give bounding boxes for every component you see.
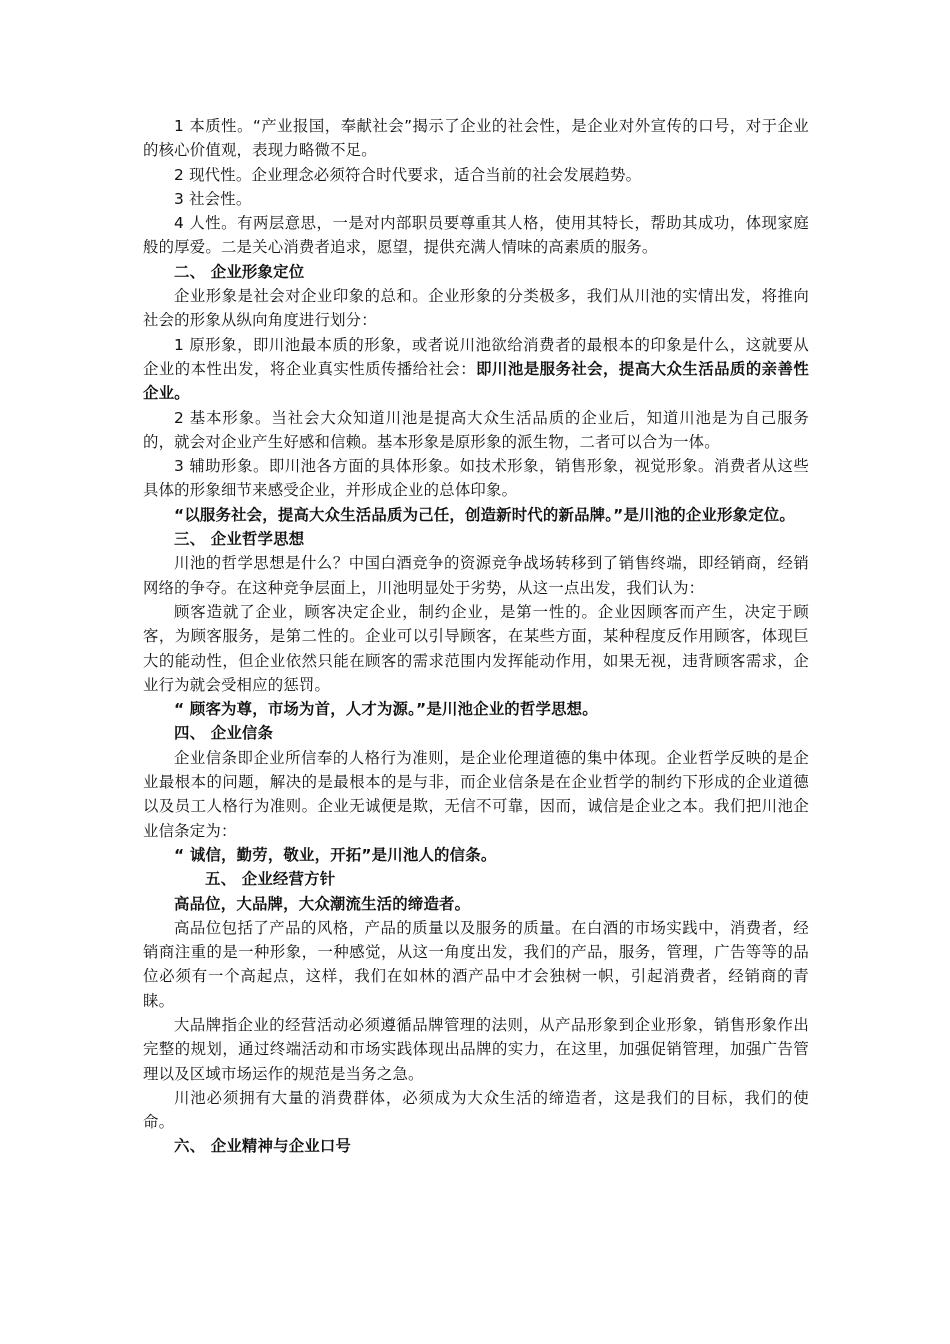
original-image-bold: 即川池是服务社会，提高大众生活品质的亲善性企业。 bbox=[143, 359, 810, 403]
original-image-text: 1 原形象，即川池最本质的形象，或者说川池欲给消费者的最根本的印象是什么，这就要从企业的本性出发，将企业真实性质传播给社会： bbox=[143, 335, 809, 378]
paragraph-basic-image: 2 基本形象。当社会大众知道川池是提高大众生活品质的企业后，知道川池是为自己服务的，就会对企业产生好感和信赖。基本形象是原形象的派生物，二者可以合为一体。 bbox=[143, 408, 809, 451]
heading-creed: 四、 企业信条 bbox=[174, 724, 274, 743]
paragraph-philosophy-intro: 川池的哲学思想是什么？中国白酒竞争的资源竞争战场转移到了销售终端，即经销商，经销网络的争夺。在这种竞争层面上，川池明显处于劣势，从这一点出发，我们认为： bbox=[143, 554, 809, 597]
paragraph-high-grade: 高品位包括了产品的风格，产品的质量以及服务的质量。在白酒的市场实践中，消费者，经销商注重的是一种形象，一种感觉，从这一角度出发，我们的产品，服务，管理，广告等等的品位必须有一个高起点，这样，我们在如林的酒产品中才会独树一帜，引起消费者，经销商的青睐。 bbox=[143, 918, 809, 1010]
paragraph-modernity: 2 现代性。企业理念必须符合时代要求，适合当前的社会发展趋势。 bbox=[174, 165, 642, 184]
paragraph-essence: 1 本质性。“产业报国，奉献社会”揭示了企业的社会性，是企业对外宣传的口号，对于企业的核心价值观，表现力略微不足。 bbox=[143, 117, 809, 160]
paragraph-big-brand: 大品牌指企业的经营活动必须遵循品牌管理的法则，从产品形象到企业形象，销售形象作出完整的规划，通过终端活动和市场实践体现出品牌的实力，在这里，加强促销管理，加强广告管理以及区域市场运作的规范是当务之急。 bbox=[143, 1015, 809, 1083]
paragraph-customer: 顾客造就了企业，顾客决定企业，制约企业，是第一性的。企业因顾客而产生，决定于顾客，为顾客服务，是第二性的。企业可以引导顾客，在某些方面，某种程度反作用顾客，体现巨大的能动性，但企业依然只能在顾客的需求范围内发挥能动作用，如果无视，违背顾客需求，企业行为就会受相应的惩罚。 bbox=[143, 602, 809, 694]
paragraph-image-slogan: “以服务社会，提高大众生活品质为己任，创造新时代的新品牌。”是川池的企业形象定位。 bbox=[174, 505, 795, 524]
paragraph-auxiliary-image: 3 辅助形象。即川池各方面的具体形象。如技术形象，销售形象，视觉形象。消费者从这些具体的形象细节来感受企业，并形成企业的总体印象。 bbox=[143, 457, 809, 500]
heading-image-positioning: 二、 企业形象定位 bbox=[174, 262, 305, 281]
paragraph-creed-intro: 企业信条即企业所信奉的人格行为准则，是企业伦理道德的集中体现。企业哲学反映的是企业最根本的问题，解决的是最根本的是与非，而企业信条是在企业哲学的制约下形成的企业道德以及员工人格行为准则。企业无诚便是欺，无信不可靠，因而，诚信是企业之本。我们把川池企业信条定为： bbox=[143, 748, 809, 840]
paragraph-sociality: 3 社会性。 bbox=[174, 189, 252, 208]
paragraph-philosophy-slogan: “ 顾客为尊，市场为首，人才为源。”是川池企业的哲学思想。 bbox=[174, 700, 598, 719]
heading-philosophy: 三、 企业哲学思想 bbox=[174, 530, 305, 549]
document-page bbox=[143, 114, 809, 1159]
paragraph-original-image bbox=[143, 333, 809, 406]
paragraph-image-intro: 企业形象是社会对企业印象的总和。企业形象的分类极多，我们从川池的实情出发，将推向社会的形象从纵向角度进行划分： bbox=[143, 287, 809, 330]
paragraph-mission: 川池必须拥有大量的消费群体，必须成为大众生活的缔造者，这是我们的目标，我们的使命。 bbox=[143, 1088, 809, 1132]
paragraph-humanity: 4 人性。有两层意思，一是对内部职员要尊重其人格，使用其特长，帮助其成功，体现家庭般的厚爱。二是关心消费者追求，愿望，提供充满人情味的高素质的服务。 bbox=[143, 214, 809, 257]
heading-spirit-slogan: 六、 企业精神与企业口号 bbox=[174, 1137, 352, 1156]
heading-management-policy: 五、 企业经营方针 bbox=[205, 870, 336, 889]
paragraph-creed-slogan: “ 诚信，勤劳，敬业，开拓”是川池人的信条。 bbox=[174, 845, 497, 864]
paragraph-policy-slogan: 高品位，大品牌，大众潮流生活的缔造者。 bbox=[174, 894, 471, 913]
